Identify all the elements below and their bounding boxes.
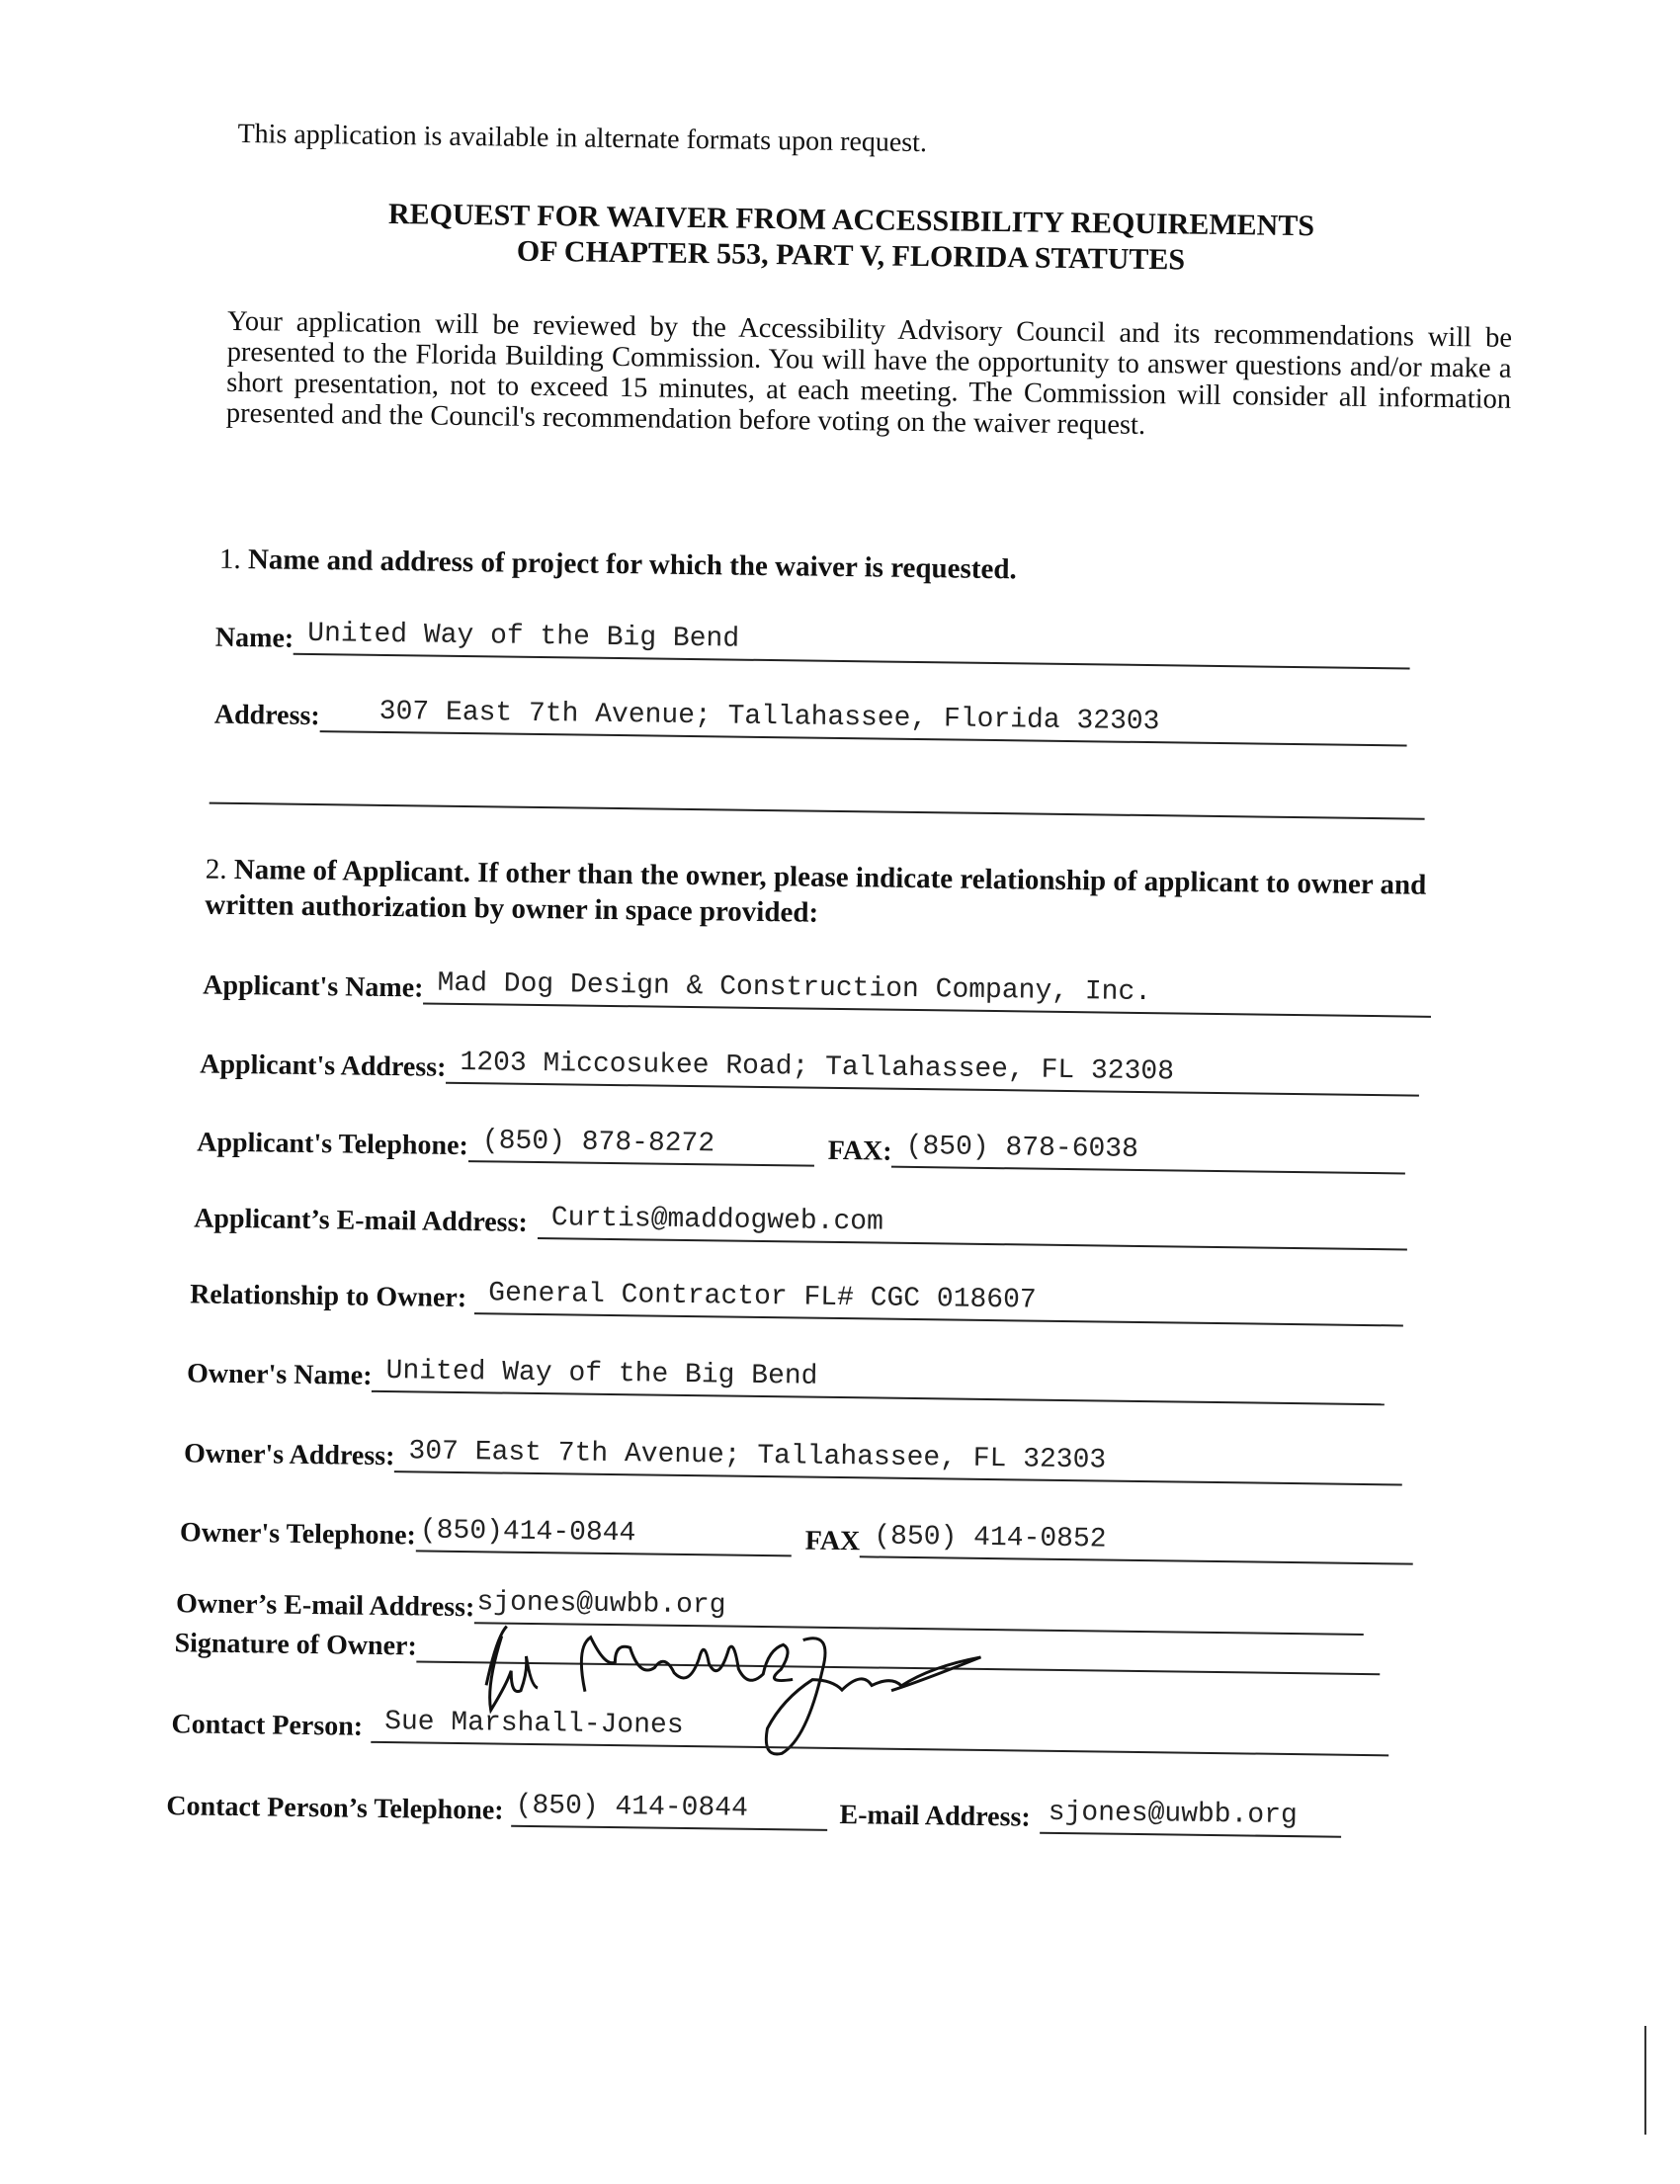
applicant-phone-field[interactable]: (850) 878-8272 [468,1125,814,1167]
applicant-name-field[interactable]: Mad Dog Design & Construction Company, Inc. [423,966,1431,1017]
owner-name-row: Owner's Name: United Way of the Big Bend [187,1352,1386,1405]
owner-address-row: Owner's Address: 307 East 7th Avenue; Tallahassee, FL 32303 [184,1432,1403,1485]
project-address-row: Address: 307 East 7th Avenue; Tallahassee, Florida 32303 [214,694,1407,747]
owner-address-field[interactable]: 307 East 7th Avenue; Tallahassee, FL 32303 [394,1435,1402,1485]
applicant-address-field[interactable]: 1203 Miccosukee Road; Tallahassee, FL 32308 [446,1047,1419,1097]
owner-signature-row: Signature of Owner: [174,1622,1381,1675]
blank-address-line[interactable] [210,802,1425,820]
applicant-phone-row: Applicant's Telephone: (850) 878-8272 FAX: (850) 878-6038 [197,1121,1406,1174]
contact-name-row: Contact Person: Sue Marshall-Jones [171,1703,1388,1756]
contact-email-field[interactable]: sjones@uwbb.org [1040,1797,1341,1838]
contact-name-field[interactable]: Sue Marshall-Jones [371,1706,1388,1756]
owner-phone-field[interactable]: (850)414-0844 [416,1514,792,1556]
contact-phone-field[interactable]: (850) 414-0844 [511,1790,827,1831]
applicant-address-row: Applicant's Address: 1203 Miccosukee Road; Tallahassee, FL 32308 [200,1044,1420,1097]
owner-email-field[interactable]: sjones@uwbb.org [474,1586,1364,1636]
section-2-heading: 2. Name of Applicant. If other than the owner, please indicate relationship of applicant to owner and written authorization by owner in space provided: [205,853,1427,929]
scan-edge-mark [1644,2026,1646,2135]
applicant-fax-field[interactable]: (850) 878-6038 [891,1131,1405,1175]
title-line-1: REQUEST FOR WAIVER FROM ACCESSIBILITY REQUIREMENTS [387,197,1315,243]
project-name-row: Name: United Way of the Big Bend [215,617,1411,670]
owner-fax-field[interactable]: (850) 414-0852 [860,1520,1413,1564]
contact-phone-row: Contact Person’s Telephone: (850) 414-0844 E-mail Address: sjones@uwbb.org [166,1785,1342,1838]
relationship-row: Relationship to Owner: General Contractor FL# CGC 018607 [190,1273,1403,1326]
owner-email-row: Owner’s E-mail Address: sjones@uwbb.org [176,1582,1365,1636]
owner-phone-row: Owner's Telephone: (850)414-0844 FAX (850) 414-0852 [180,1511,1414,1564]
applicant-email-row: Applicant’s E-mail Address: Curtis@maddogweb.com [194,1197,1407,1250]
project-name-field[interactable]: United Way of the Big Bend [294,618,1410,670]
applicant-email-field[interactable]: Curtis@maddogweb.com [538,1202,1407,1251]
intro-paragraph: Your application will be reviewed by the Accessibility Advisory Council and its recommendations will be presented to the Florida Building Commission. You will have the opportunity to answer questions and/or make a short presentation, not to exceed 15 minutes, at each meeting. The Commission will consider all information presented and the Council's recommendation before voting on the waiver request. [225,305,1513,441]
section-1-heading: 1. Name and address of project for which the waiver is requested. [218,543,1017,586]
form-title [11,192,1680,285]
owner-name-field[interactable]: United Way of the Big Bend [372,1355,1385,1405]
alternate-formats-note: This application is available in alternate formats upon request. [237,118,928,159]
relationship-field[interactable]: General Contractor FL# CGC 018607 [474,1277,1403,1326]
project-address-field[interactable]: 307 East 7th Avenue; Tallahassee, Florida 32303 [319,695,1406,746]
title-line-2: OF CHAPTER 553, PART V, FLORIDA STATUTES [516,234,1186,277]
applicant-name-row: Applicant's Name: Mad Dog Design & Construction Company, Inc. [203,965,1432,1018]
